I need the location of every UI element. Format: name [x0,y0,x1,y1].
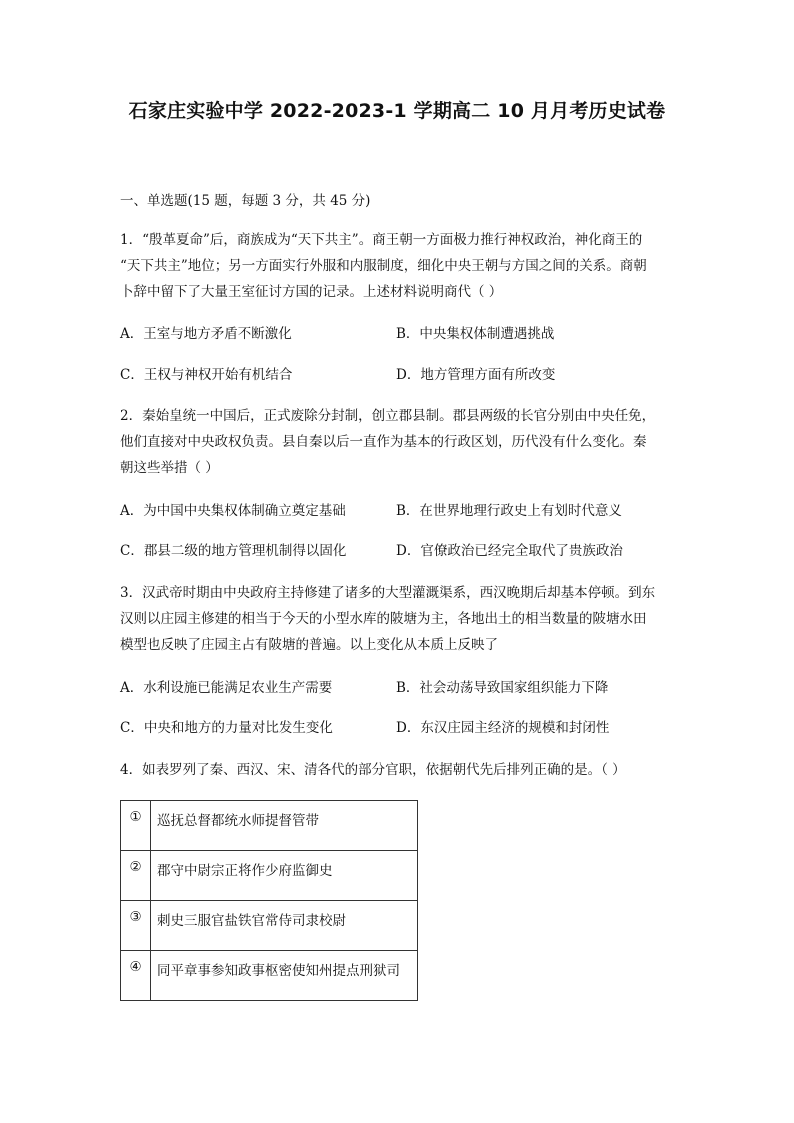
question-line: 汉则以庄园主修建的相当于今天的小型水库的陂塘为主，各地出土的相当数量的陂塘水田 [120,611,647,627]
question-line: 4．如表罗列了秦、西汉、宋、清各代的部分官职，依据朝代先后排列正确的是。（ ） [120,762,626,778]
question-line: “天下共主”地位；另一方面实行外服和内服制度，细化中央王朝与方国之间的关系。商朝 [120,258,647,274]
question-line: 2．秦始皇统一中国后，正式废除分封制，创立郡县制。郡县两级的长官分别由中央任免， [120,408,656,424]
row-number: ① [121,801,151,851]
row-text: 郡守中尉宗正将作少府监御史 [151,851,418,901]
question-3-option-d[interactable]: D．东汉庄园主经济的规模和封闭性 [396,720,610,736]
official-posts-table [120,800,418,1001]
question-1-option-c[interactable]: C．王权与神权开始有机结合 [120,367,293,383]
row-text: 刺史三服官盐铁官常侍司隶校尉 [151,901,418,951]
row-text: 巡抚总督都统水师提督管带 [151,801,418,851]
table-row [121,951,418,1001]
question-1-option-a[interactable]: A．王室与地方矛盾不断激化 [120,326,292,342]
question-line: 朝这些举措（ ） [120,460,219,476]
row-number: ② [121,851,151,901]
question-line: 模型也反映了庄园主占有陂塘的普遍。以上变化从本质上反映了 [120,637,498,653]
question-4 [120,757,680,783]
question-line: 卜辞中留下了大量王室征讨方国的记录。上述材料说明商代（ ） [120,284,503,300]
question-3 [120,580,680,658]
row-text: 同平章事参知政事枢密使知州提点刑狱司 [151,951,418,1001]
question-2 [120,403,680,481]
table-row [121,851,418,901]
question-line: 3．汉武帝时期由中央政府主持修建了诸多的大型灌溉渠系，西汉晚期后却基本停顿。到东 [120,585,656,601]
section-heading: 一、单选题(15 题，每题 3 分，共 45 分) [120,193,371,209]
question-1-option-b[interactable]: B．中央集权体制遭遇挑战 [396,326,555,342]
question-2-option-b[interactable]: B．在世界地理行政史上有划时代意义 [396,503,622,519]
question-line: 1．“殷革夏命”后，商族成为“天下共主”。商王朝一方面极力推行神权政治，神化商王的 [120,232,643,248]
question-3-option-c[interactable]: C．中央和地方的力量对比发生变化 [120,720,333,736]
question-2-option-d[interactable]: D．官僚政治已经完全取代了贵族政治 [396,543,623,559]
row-number: ④ [121,951,151,1001]
table-row [121,901,418,951]
question-1 [120,227,680,305]
question-3-option-a[interactable]: A．水利设施已能满足农业生产需要 [120,680,333,696]
question-3-option-b[interactable]: B．社会动荡导致国家组织能力下降 [396,680,609,696]
table-row [121,801,418,851]
question-line: 他们直接对中央政权负责。县自秦以后一直作为基本的行政区划，历代没有什么变化。秦 [120,434,647,450]
page-title: 石家庄实验中学 2022-2023-1 学期高二 10 月月考历史试卷 [128,100,666,122]
question-1-option-d[interactable]: D．地方管理方面有所改变 [396,367,556,383]
question-2-option-c[interactable]: C．郡县二级的地方管理机制得以固化 [120,543,347,559]
row-number: ③ [121,901,151,951]
question-2-option-a[interactable]: A．为中国中央集权体制确立奠定基础 [120,503,346,519]
